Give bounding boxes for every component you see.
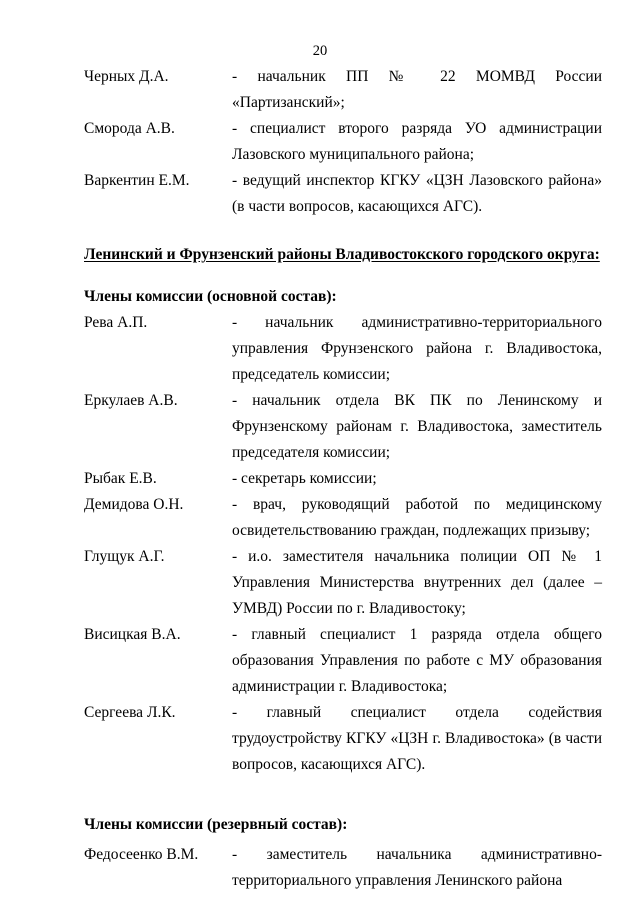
member-name: Варкентин Е.М. [84, 172, 190, 189]
member-position: - начальник ПП № 22 МОМВД России «Партизанский»; [232, 68, 602, 111]
member-name: Демидова О.Н. [84, 496, 184, 513]
member-name: Федосеенко В.М. [84, 846, 199, 863]
member-entry [84, 466, 602, 492]
member-name: Смородa А.В. [84, 120, 175, 137]
member-entry [84, 310, 602, 388]
member-position: - секретарь комиссии; [232, 470, 377, 487]
member-name: Сергеева Л.К. [84, 704, 176, 721]
member-entry [84, 64, 602, 116]
member-position: - заместитель начальника административно-территориального управления Ленинского района [232, 846, 602, 889]
member-name: Черных Д.А. [84, 68, 169, 85]
member-entry [84, 622, 602, 700]
member-position: - врач, руководящий работой по медицинскому освидетельствованию граждан, подлежащих призыву; [232, 496, 602, 539]
member-position: - главный специалист отдела содействия трудоустройству КГКУ «ЦЗН г. Владивостока» (в части вопросов, касающихся АГС). [232, 704, 602, 773]
member-position: - главный специалист 1 разряда отдела общего образования Управления по работе с МУ образования администрации г. Владивостока; [232, 626, 602, 695]
member-position: - начальник отдела ВК ПК по Ленинскому и Фрунзенскому районам г. Владивостока, заместитель председателя комиссии; [232, 392, 602, 461]
member-entry [84, 116, 602, 168]
main-members-heading: Члены комиссии (основной состав): [84, 288, 337, 305]
member-name: Еркулаев А.В. [84, 392, 178, 409]
member-position: - специалист второго разряда УО администрации Лазовского муниципального района; [232, 120, 602, 163]
member-entry [84, 168, 602, 220]
member-name: Рыбак Е.В. [84, 470, 157, 487]
page-content [84, 64, 602, 894]
member-position: - начальник административно-территориального управления Фрунзенского района г. Владивостока, председатель комиссии; [232, 314, 602, 383]
member-entry [84, 388, 602, 466]
member-entry [84, 544, 602, 622]
member-position: - ведущий инспектор КГКУ «ЦЗН Лазовского района» (в части вопросов, касающихся АГС). [232, 172, 602, 215]
member-name: Глущук А.Г. [84, 548, 165, 565]
member-entry [84, 700, 602, 778]
section-title: Ленинский и Фрунзенский районы Владивостокского городского округа: [84, 246, 600, 263]
reserve-members-heading: Члены комиссии (резервный состав): [84, 816, 348, 833]
member-position: - и.о. заместителя начальника полиции ОП № 1 Управления Министерства внутренних дел (далее – УМВД) России по г. Владивостоку; [232, 548, 602, 617]
member-entry [84, 492, 602, 544]
member-entry [84, 842, 602, 894]
page-number: 20 [312, 43, 328, 59]
member-name: Рева А.П. [84, 314, 148, 331]
member-name: Висицкая В.А. [84, 626, 181, 643]
